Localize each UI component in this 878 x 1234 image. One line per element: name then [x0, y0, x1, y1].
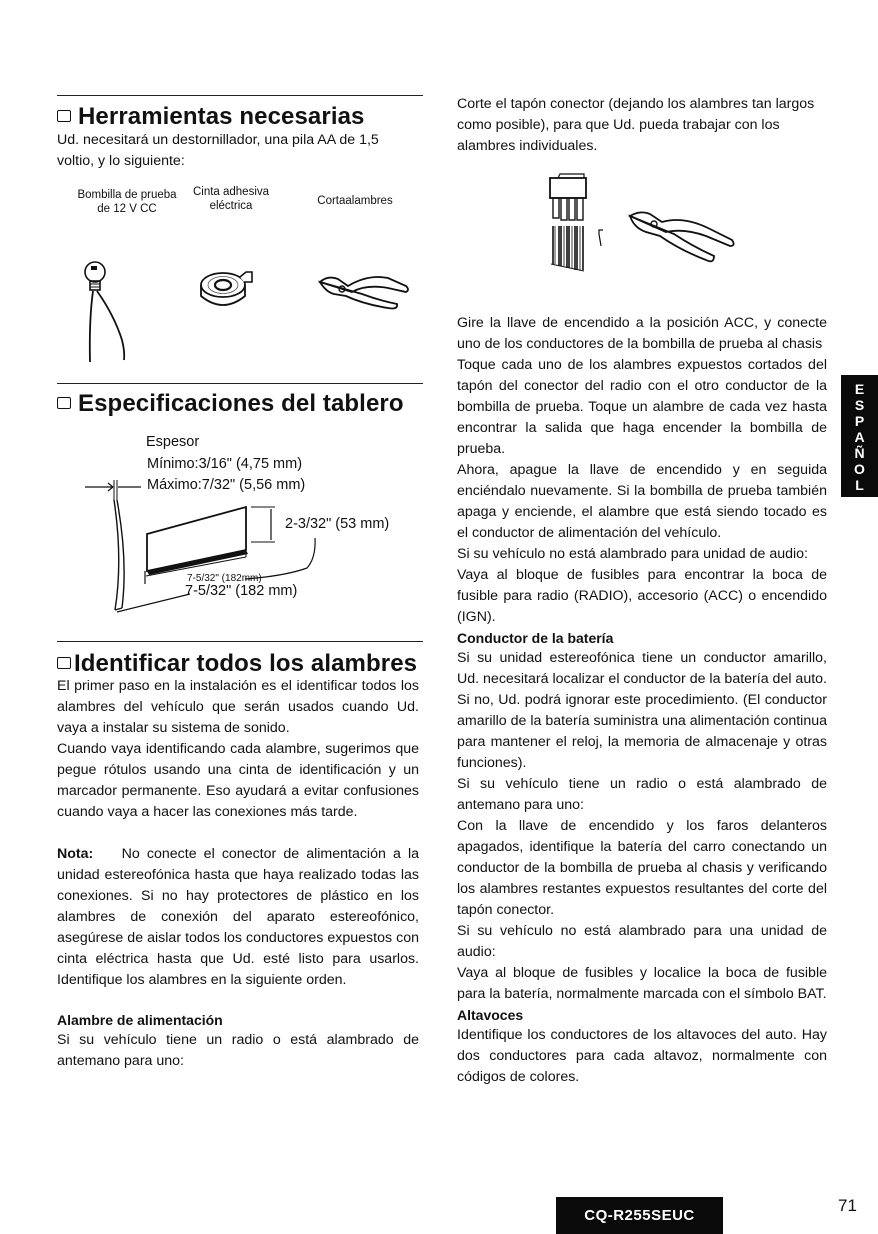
thickness-minimum: Mínimo:3/16" (4,75 mm): [147, 456, 303, 472]
language-tab-espanol: [841, 375, 878, 497]
subheading-speakers: Altavoces: [457, 1007, 524, 1023]
subheading-power-wire: Alambre de alimentación: [57, 1012, 223, 1028]
paragraph: Si su vehículo no está alambrado para una unidad de audio:: [457, 923, 827, 960]
checkbox-bullet-icon: [57, 110, 71, 122]
section-divider: [57, 641, 423, 642]
section-title-herramientas: [57, 104, 419, 130]
section-divider: [57, 95, 423, 96]
paragraph: Vaya al bloque de fusibles para encontrar la boca de fusible para radio (RADIO), accesorio (ACC) o encendido (IGN).: [457, 567, 827, 625]
thickness-maximum: Máximo:7/32" (5,56 mm): [147, 477, 306, 493]
tab-letter: Ñ: [854, 445, 865, 461]
tool-label-line: Cinta adhesiva: [192, 186, 270, 198]
page-number: 71: [838, 1196, 857, 1215]
section-title-identificar: [57, 651, 419, 677]
subheading-battery: Conductor de la batería: [457, 630, 614, 646]
paragraph: Toque cada uno de los alambres expuestos cortados del tapón del conector del radio con el otro conductor de la bombilla de prueba. Toque un alambre de cada vez hasta encontrar la salida que haga encender la bombilla de prueba.: [457, 357, 827, 457]
opening-width: 7-5/32" (182 mm): [185, 583, 298, 599]
tab-letter: L: [855, 477, 864, 493]
checkbox-bullet-icon: [57, 657, 71, 669]
thickness-label: Espesor: [146, 434, 200, 450]
opening-width-inner: 7-5/32" (182mm): [187, 573, 262, 584]
section-divider: [57, 383, 423, 384]
title-text: Identificar todos los alambres: [74, 650, 418, 677]
section-herramientas: [57, 104, 419, 172]
opening-height: 2-3/32" (53 mm): [285, 516, 390, 532]
tool-label-line: Bombilla de prueba: [77, 189, 177, 201]
tool-label-line: Cortaalambres: [317, 195, 393, 207]
paragraph: Si su vehículo tiene un radio o está alambrado de antemano para uno:: [457, 776, 827, 813]
cut-connector-plug-icon: [548, 176, 598, 271]
title-text: Especificaciones del tablero: [78, 390, 404, 417]
paragraph: Gire la llave de encendido a la posición ACC, y conecte uno de los conductores de la bombilla de prueba al chasis: [457, 315, 827, 352]
section-especificaciones: [57, 391, 419, 417]
tab-letter: A: [854, 429, 865, 445]
note-text: No conecte el conector de alimentación a la unidad estereofónica hasta que haya realizado todas las conexiones. Si no hay protectores de plástico en los alambres de conexión del aparato estereofónico, asegúrese de aislar todos los conductores expuestos con cinta eléctrica hasta que Ud. esté listo para usarlos. Identifique los alambres en la siguiente orden.: [57, 846, 419, 988]
paragraph: Si su vehículo tiene un radio o está alambrado de antemano para uno:: [57, 1032, 419, 1069]
right-column-instructions: [457, 313, 827, 1088]
tab-letter: E: [854, 381, 865, 397]
test-bulb-icon: [80, 260, 140, 370]
tool-label-cutter: [300, 194, 410, 208]
title-text: Herramientas necesarias: [78, 103, 365, 130]
tab-letter: S: [854, 397, 865, 413]
tool-label-line: eléctrica: [209, 200, 253, 212]
paragraph: Si su unidad estereofónica tiene un conductor amarillo, Ud. necesitará localizar el conductor de la batería del auto. Si no, Ud. podrá ignorar este procedimiento. (El conductor amarillo de la batería suministra una alimentación continua para mantener el reloj, la memoria de almacenaje y otras funciones).: [457, 650, 827, 771]
paragraph: Cuando vaya identificando cada alambre, sugerimos que pegue rótulos usando una cinta de identificación y un marcador permanente. Eso ayudará a evitar confusiones cuando vaya a hacer las conexiones más tarde.: [57, 741, 419, 820]
model-number-badge: CQ-R255SEUC: [556, 1197, 723, 1234]
paragraph: Ahora, apague la llave de encendido y en seguida enciéndalo nuevamente. Si la bombilla de prueba también apaga y enciende, el alambre que está siendo tocado es el conductor de alimentación del vehículo.: [457, 462, 827, 541]
paragraph: Vaya al bloque de fusibles y localice la boca de fusible para la batería, normalmente marcada con el símbolo BAT.: [457, 965, 827, 1002]
wire-cutter-icon: [318, 270, 413, 325]
paragraph: Si su vehículo no está alambrado para unidad de audio:: [457, 546, 808, 562]
tool-label-bulb: [72, 188, 182, 216]
wire-cutter-icon: [628, 208, 738, 268]
note-paragraph: [57, 844, 419, 991]
tool-label-line: de 12 V CC: [97, 203, 157, 215]
electrical-tape-icon: [200, 268, 270, 313]
section-title-especificaciones: [57, 391, 419, 417]
tools-intro: Ud. necesitará un destornillador, una pila AA de 1,5 voltio, y lo siguiente:: [57, 132, 379, 169]
paragraph: El primer paso en la instalación es el identificar todos los alambres del vehículo que serán usados cuando Ud. vaya a instalar su sistema de sonido.: [57, 678, 419, 736]
tab-letter: O: [854, 461, 865, 477]
section-identificar: [57, 651, 419, 1072]
paragraph: Corte el tapón conector (dejando los alambres tan largos como posible), para que Ud. pueda trabajar con los alambres individuales.: [457, 96, 815, 154]
tab-letter: P: [854, 413, 865, 429]
cut-mark-icon: [597, 228, 607, 248]
checkbox-bullet-icon: [57, 397, 71, 409]
cut-connector-block: [457, 94, 827, 157]
note-label: Nota:: [57, 846, 94, 862]
paragraph: Con la llave de encendido y los faros delanteros apagados, identifique la batería del carro conectando un conductor de la bombilla de prueba al chasis y verificando los alambres restantes expuestos resultantes del corte del tapón conector.: [457, 818, 827, 918]
paragraph: Identifique los conductores de los altavoces del auto. Hay dos conductores para cada altavoz, normalmente con códigos de colores.: [457, 1027, 827, 1085]
tool-label-tape: [186, 185, 276, 213]
